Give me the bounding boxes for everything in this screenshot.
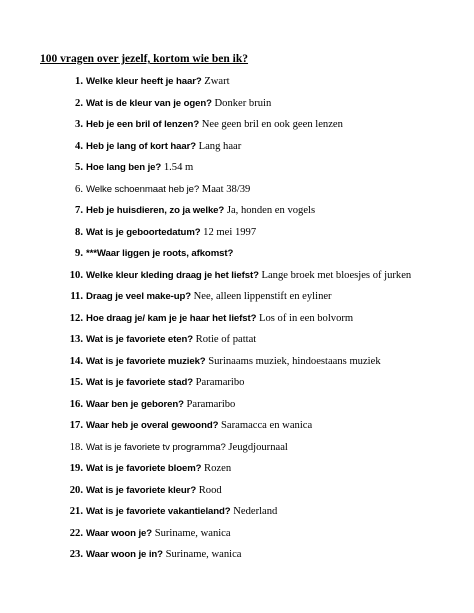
answer-text: Los of in een bolvorm <box>256 312 354 324</box>
question-line <box>86 74 230 90</box>
question-line <box>86 461 231 477</box>
list-item <box>0 418 474 434</box>
list-item <box>0 547 474 563</box>
question-number: 7. <box>75 205 83 216</box>
question-number: 13. <box>69 334 83 345</box>
list-item <box>0 203 474 219</box>
question-text: Wat is je geboortedatum? <box>86 226 201 238</box>
list-item <box>0 268 474 284</box>
question-text: Heb je een bril of lenzen? <box>86 119 200 130</box>
question-line <box>86 268 411 284</box>
question-line <box>86 547 241 563</box>
question-number: 17. <box>69 420 83 431</box>
question-text: Welke kleur heeft je haar? <box>86 76 202 87</box>
question-number: 18. <box>69 441 83 453</box>
question-number: 6. <box>75 183 83 195</box>
answer-text: Lange broek met bloesjes of jurken <box>258 269 412 281</box>
question-text: Wat is je favoriete muziek? <box>86 355 206 367</box>
question-line <box>86 526 231 542</box>
question-number: 23. <box>69 549 83 560</box>
answer-text: Rood <box>196 484 222 496</box>
question-line <box>86 375 244 391</box>
answer-text: 12 mei 1997 <box>200 226 257 238</box>
question-line <box>86 311 353 327</box>
answer-text: Suriname, wanica <box>162 549 242 560</box>
question-text: Wat is de kleur van je ogen? <box>86 97 212 109</box>
question-number: 15. <box>69 377 83 388</box>
answer-text: Donker bruin <box>211 97 272 109</box>
question-number: 5. <box>75 162 83 173</box>
list-item <box>0 246 474 262</box>
list-item <box>0 225 474 241</box>
answer-text: Suriname, wanica <box>152 527 231 539</box>
answer-text: Zwart <box>201 76 230 87</box>
list-item <box>0 397 474 413</box>
question-line <box>86 182 250 198</box>
question-line <box>86 117 343 133</box>
question-number: 12. <box>69 312 83 324</box>
list-item <box>0 289 474 305</box>
question-line <box>86 160 193 176</box>
question-text: Waar ben je geboren? <box>86 398 184 410</box>
question-line <box>86 504 277 520</box>
list-item <box>0 354 474 370</box>
list-item <box>0 526 474 542</box>
list-item <box>0 96 474 112</box>
question-number: 22. <box>69 527 83 539</box>
question-text: Waar woon je in? <box>86 549 163 560</box>
answer-text: Nederland <box>230 506 278 517</box>
list-item <box>0 483 474 499</box>
list-item <box>0 117 474 133</box>
list-item <box>0 311 474 327</box>
list-item <box>0 375 474 391</box>
question-text: Hoe lang ben je? <box>86 162 162 173</box>
question-text: Welke kleur kleding draag je het liefst? <box>86 269 259 281</box>
question-text: Heb je lang of kort haar? <box>86 140 196 152</box>
list-item <box>0 160 474 176</box>
question-text: Wat is je favoriete kleur? <box>86 484 197 496</box>
question-text: Waar woon je? <box>86 527 153 539</box>
answer-text: Paramaribo <box>192 377 245 388</box>
answer-text: Saramacca en wanica <box>218 420 313 431</box>
question-number: 21. <box>69 506 83 517</box>
question-line <box>86 139 241 155</box>
question-number: 10. <box>69 269 83 281</box>
page-title: 100 vragen over jezelf, kortom wie ben ik? <box>40 53 249 65</box>
question-number: 19. <box>69 463 83 474</box>
answer-text: Surinaams muziek, hindoestaans muziek <box>205 355 381 367</box>
question-line <box>86 483 222 499</box>
answer-text: Nee, alleen lippenstift en eyliner <box>190 291 332 302</box>
list-item <box>0 74 474 90</box>
answer-text: Rotie of pattat <box>192 334 257 345</box>
question-line <box>86 440 288 456</box>
question-text: Wat is je favoriete stad? <box>86 377 193 388</box>
list-item <box>0 461 474 477</box>
question-text: Draag je veel make-up? <box>86 291 191 302</box>
question-line <box>86 397 235 413</box>
question-text: Hoe draag je/ kam je je haar het liefst? <box>86 312 257 324</box>
question-line <box>86 418 312 434</box>
question-line <box>86 246 233 262</box>
list-item <box>0 332 474 348</box>
question-number: 14. <box>69 355 83 367</box>
question-number: 20. <box>69 484 83 496</box>
question-text: Welke schoenmaat heb je? <box>86 183 200 195</box>
question-line <box>86 354 381 370</box>
list-item <box>0 504 474 520</box>
list-item <box>0 139 474 155</box>
answer-text: Ja, honden en vogels <box>224 205 316 216</box>
question-line <box>86 203 315 219</box>
question-number: 11. <box>70 291 83 302</box>
question-text: ***Waar liggen je roots, afkomst? <box>86 248 234 259</box>
question-number: 3. <box>75 119 83 130</box>
question-number: 4. <box>75 140 83 152</box>
question-text: Wat is je favoriete eten? <box>86 334 193 345</box>
question-text: Wat is je favoriete tv programma? <box>86 441 226 453</box>
question-number: 8. <box>75 226 83 238</box>
answer-text: Maat 38/39 <box>199 183 251 195</box>
list-item <box>0 182 474 198</box>
question-text: Heb je huisdieren, zo ja welke? <box>86 205 225 216</box>
answer-text: Jeugdjournaal <box>225 441 288 453</box>
question-line <box>86 332 256 348</box>
question-text: Waar heb je overal gewoond? <box>86 420 219 431</box>
question-line <box>86 96 271 112</box>
question-text: Wat is je favoriete bloem? <box>86 463 202 474</box>
question-number: 16. <box>69 398 83 410</box>
question-line <box>86 289 332 305</box>
question-number: 2. <box>75 97 83 109</box>
question-line <box>86 225 256 241</box>
answer-text: Nee geen bril en ook geen lenzen <box>199 119 343 130</box>
answer-text: Paramaribo <box>183 398 236 410</box>
answer-text: Rozen <box>201 463 232 474</box>
question-number: 1. <box>75 76 83 87</box>
question-number: 9. <box>75 248 83 259</box>
question-text: Wat is je favoriete vakantieland? <box>86 506 231 517</box>
answer-text: 1.54 m <box>161 162 194 173</box>
answer-text: Lang haar <box>195 140 242 152</box>
list-item <box>0 440 474 456</box>
